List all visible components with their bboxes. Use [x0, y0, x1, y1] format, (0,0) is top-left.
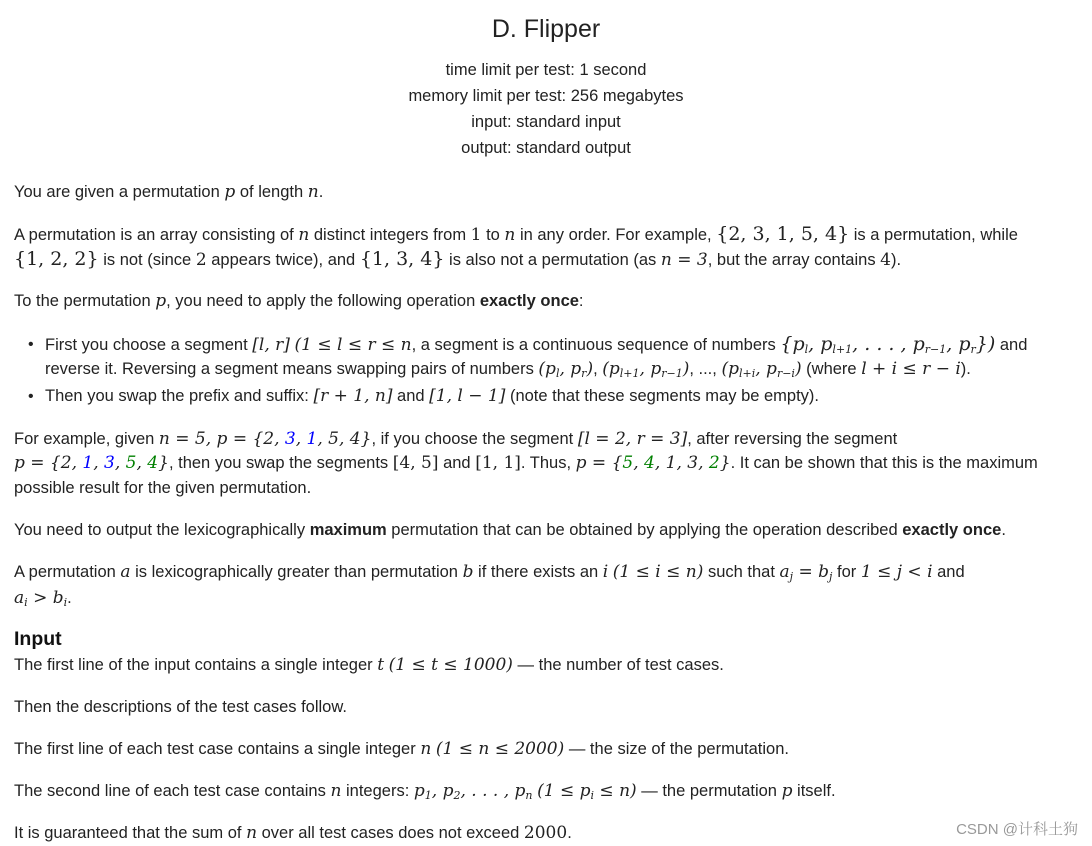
- lexicographic-definition-line2: $a_i > b_i$.: [14, 588, 72, 609]
- input-line-guarantee: It is guaranteed that the sum of n over all test cases does not exceed 2000.: [14, 823, 572, 843]
- permutation-definition-line1: A permutation is an array consisting of n distinct integers from 1 to n in any order. For example, {2, 3, 1, 5, 4} is a permutation, while: [14, 223, 1018, 245]
- example-line1: For example, given n = 5, p = {2, 3, 1, 5, 4}, if you choose the segment [l = 2, r = 3], after reversing the segment: [14, 429, 898, 449]
- input-line-n: The first line of each test case contains a single integer n (1 ≤ n ≤ 2000) — the size of the permutation.: [14, 739, 789, 759]
- lexicographic-definition-line1: A permutation a is lexicographically greater than permutation b if there exists an i (1 ≤ i ≤ n) such that $a_j = b_j$ for 1 ≤ j < i and: [14, 562, 965, 583]
- input-line-descriptions: Then the descriptions of the test cases follow.: [14, 698, 347, 716]
- input-line-test-count: The first line of the input contains a single integer t (1 ≤ t ≤ 1000) — the number of test cases.: [14, 655, 724, 675]
- example-line3: possible result for the given permutation.: [14, 479, 312, 497]
- csdn-watermark: CSDN @计科土狗: [956, 821, 1078, 838]
- statement-intro: You are given a permutation p of length n.: [14, 182, 324, 202]
- input-line-permutation: The second line of each test case contains n integers: $p_1$, $p_2$, . . . , $p_n$ $(1 \le p_i \le n)$ — the permutation p itself.: [14, 781, 836, 802]
- example-line2: p = {2, 1, 3, 5, 4}, then you swap the segments [4, 5] and [1, 1]. Thus, p = {5, 4, 1, 3, 2}. It can be shown that this is the maximum: [14, 453, 1038, 473]
- task-statement: You need to output the lexicographically maximum permutation that can be obtained by applying the operation described exactly once.: [14, 521, 1006, 539]
- memory-limit: memory limit per test: 256 megabytes: [408, 87, 684, 105]
- operation-intro: To the permutation p, you need to apply the following operation exactly once:: [14, 291, 584, 311]
- input-spec: input: standard input: [471, 113, 621, 131]
- output-spec: output: standard output: [461, 139, 631, 157]
- bullet-dot-icon: •: [28, 388, 34, 405]
- time-limit: time limit per test: 1 second: [445, 61, 647, 79]
- input-section-heading: Input: [14, 628, 62, 650]
- problem-title: D. Flipper: [491, 15, 601, 43]
- permutation-definition-line2: {1, 2, 2} is not (since 2 appears twice), and {1, 3, 4} is also not a permutation (as n = 3, but the array contains 4).: [14, 248, 902, 270]
- bullet-dot-icon: •: [28, 336, 34, 353]
